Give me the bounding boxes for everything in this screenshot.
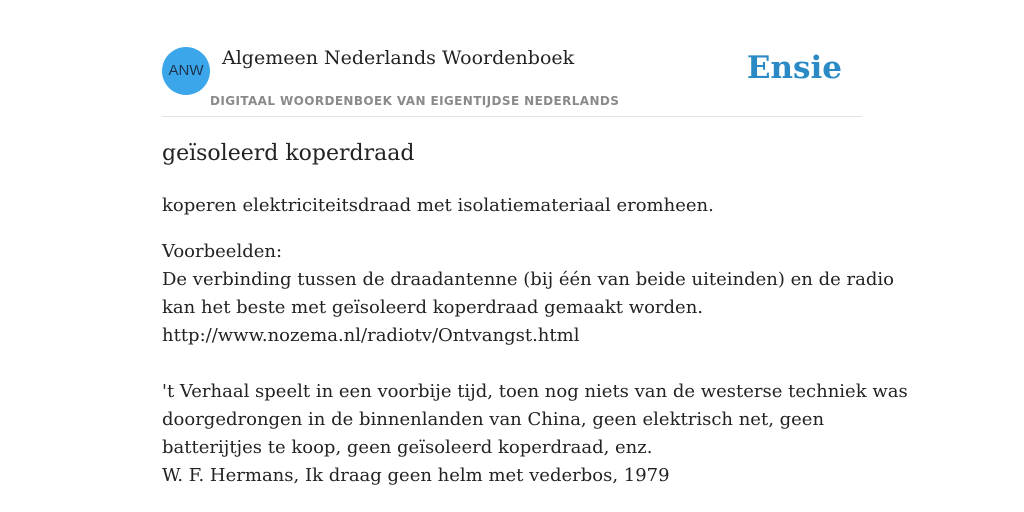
- example-spacer: [162, 350, 882, 378]
- site-subtitle: DIGITAAL WOORDENBOEK VAN EIGENTIJDSE NEDERLANDS: [210, 94, 620, 108]
- ensie-logo[interactable]: Ensie: [746, 50, 842, 86]
- example-line: batterijtjes te koop, geen geïsoleerd koperdraad, enz.: [162, 437, 653, 458]
- example-line: kan het beste met geïsoleerd koperdraad gemaakt worden.: [162, 297, 704, 318]
- examples-section: [162, 238, 908, 490]
- entry-content: [162, 140, 908, 490]
- site-title[interactable]: Algemeen Nederlands Woordenboek: [222, 47, 575, 69]
- definition: koperen elektriciteitsdraad met isolatiemateriaal eromheen.: [162, 195, 714, 216]
- anw-logo[interactable]: ANW: [162, 47, 210, 95]
- example-line: doorgedrongen in de binnenlanden van China, geen elektrisch net, geen: [162, 409, 825, 430]
- example-line: De verbinding tussen de draadantenne (bij één van beide uiteinden) en de radio: [162, 269, 894, 290]
- example-1: [162, 266, 894, 350]
- headword: geïsoleerd koperdraad: [162, 141, 415, 166]
- examples-label: Voorbeelden:: [162, 241, 283, 262]
- example-line: 't Verhaal speelt in een voorbije tijd, toen nog niets van de westerse techniek was: [162, 381, 908, 402]
- example-2: [162, 378, 908, 490]
- example-source: http://www.nozema.nl/radiotv/Ontvangst.html: [162, 325, 580, 346]
- site-header: [162, 44, 862, 117]
- example-source: W. F. Hermans, Ik draag geen helm met vederbos, 1979: [162, 465, 670, 486]
